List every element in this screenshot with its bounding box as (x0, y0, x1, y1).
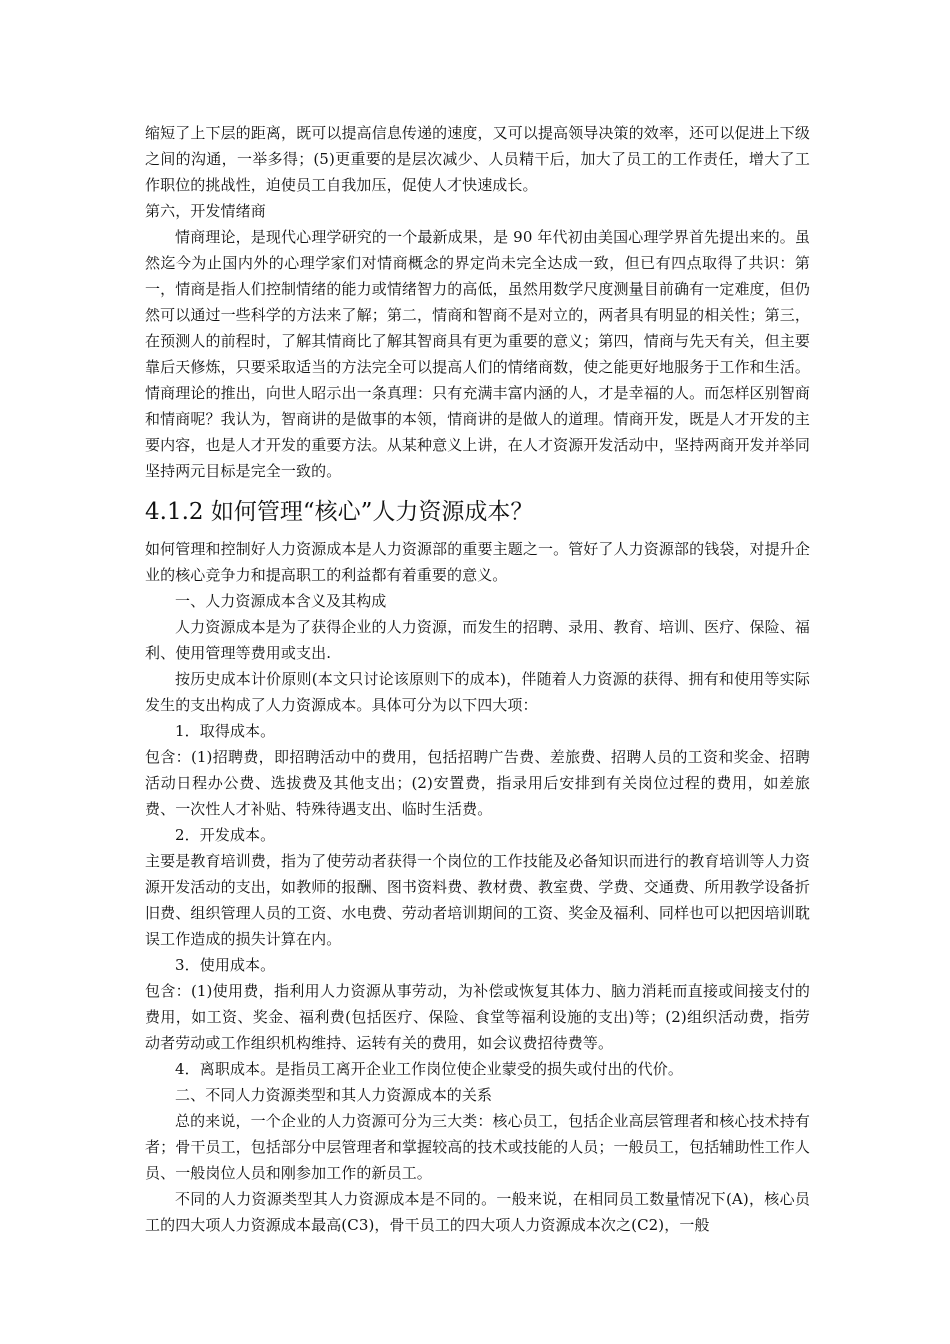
paragraph-usage-cost: 包含：(1)使用费，指利用人力资源从事劳动，为补偿或恢复其体力、脑力消耗而直接或间接支付的费用，如工资、奖金、福利费(包括医疗、保险、食堂等福利设施的支出)等；(2)组织活动费，指劳动者劳动或工作组织机构维持、运转有关的费用，如会议费招待费等。 (145, 982, 810, 1052)
paragraph-eq-theory: 情商理论，是现代心理学研究的一个最新成果，是 90 年代初由美国心理学界首先提出来的。虽然迄今为止国内外的心理学家们对情商概念的界定尚未完全达成一致，但已有四点取得了共识：第一，情商是指人们控制情绪的能力或情绪智力的高低，虽然用数学尺度测量目前确有一定难度，但仍然可以通过一些科学的方法来了解；第二，情商和智商不是对立的，两者具有明显的相关性；第三，在预测人的前程时，了解其情商比了解其智商具有更为重要的意义；第四，情商与先天有关，但主要靠后天修炼，只要采取适当的方法完全可以提高人们的情绪商数，使之能更好地服务于工作和生活。情商理论的推出，向世人昭示出一条真理：只有充满丰富内涵的人，才是幸福的人。而怎样区别智商和情商呢？我认为，智商讲的是做事的本领，情商讲的是做人的道理。情商开发，既是人才开发的主要内容，也是人才开发的重要方法。从某种意义上讲，在人才资源开发活动中，坚持两商开发并举同坚持两元目标是完全一致的。 (145, 228, 810, 480)
document-page (145, 120, 810, 1238)
paragraph-flattening-benefits: 缩短了上下层的距离，既可以提高信息传递的速度，又可以提高领导决策的效率，还可以促进上下级之间的沟通，一举多得；(5)更重要的是层次减少、人员精干后，加大了员工的工作责任，增大了工作职位的挑战性，迫使员工自我加压，促使人才快速成长。 (145, 124, 810, 194)
paragraph-development-cost: 主要是教育培训费，指为了使劳动者获得一个岗位的工作技能及必备知识而进行的教育培训等人力资源开发活动的支出，如教师的报酬、图书资料费、教材费、教室费、学费、交通费、所用教学设备折旧费、组织管理人员的工资、水电费、劳动者培训期间的工资、奖金及福利、同样也可以把因培训耽误工作造成的损失计算在内。 (145, 852, 810, 948)
item-usage-cost: 3．使用成本。 (175, 956, 276, 974)
subheading-resource-types: 二、不同人力资源类型和其人力资源成本的关系 (175, 1086, 493, 1104)
paragraph-intro: 如何管理和控制好人力资源成本是人力资源部的重要主题之一。管好了人力资源部的钱袋，对提升企业的核心竞争力和提高职工的利益都有着重要的意义。 (145, 540, 810, 584)
subheading-develop-eq: 第六，开发情绪商 (145, 202, 266, 220)
section-heading: 4.1.2 如何管理“核心”人力资源成本？ (145, 499, 534, 525)
paragraph-cost-definition: 人力资源成本是为了获得企业的人力资源，而发生的招聘、录用、教育、培训、医疗、保险、福利、使用管理等费用或支出. (145, 618, 810, 662)
item-separation-cost: 4．离职成本。是指员工离开企业工作岗位使企业蒙受的损失或付出的代价。 (175, 1060, 683, 1078)
subheading-cost-definition: 一、人力资源成本含义及其构成 (175, 592, 387, 610)
item-development-cost: 2．开发成本。 (175, 826, 276, 844)
paragraph-resource-types: 总的来说，一个企业的人力资源可分为三大类：核心员工，包括企业高层管理者和核心技术持有者；骨干员工，包括部分中层管理者和掌握较高的技术或技能的人员；一般员工，包括辅助性工作人员、一般岗位人员和刚参加工作的新员工。 (145, 1112, 810, 1182)
paragraph-acquisition-cost: 包含：(1)招聘费，即招聘活动中的费用，包括招聘广告费、差旅费、招聘人员的工资和奖金、招聘活动日程办公费、选拔费及其他支出；(2)安置费，指录用后安排到有关岗位过程的费用，如差旅费、一次性人才补贴、特殊待遇支出、临时生活费。 (145, 748, 810, 818)
item-acquisition-cost: 1．取得成本。 (175, 722, 276, 740)
paragraph-cost-differences: 不同的人力资源类型其人力资源成本是不同的。一般来说，在相同员工数量情况下(A)，核心员工的四大项人力资源成本最高(C3)，骨干员工的四大项人力资源成本次之(C2)，一般 (145, 1190, 810, 1234)
paragraph-historical-cost: 按历史成本计价原则(本文只讨论该原则下的成本)，伴随着人力资源的获得、拥有和使用等实际发生的支出构成了人力资源成本。具体可分为以下四大项： (145, 670, 810, 714)
